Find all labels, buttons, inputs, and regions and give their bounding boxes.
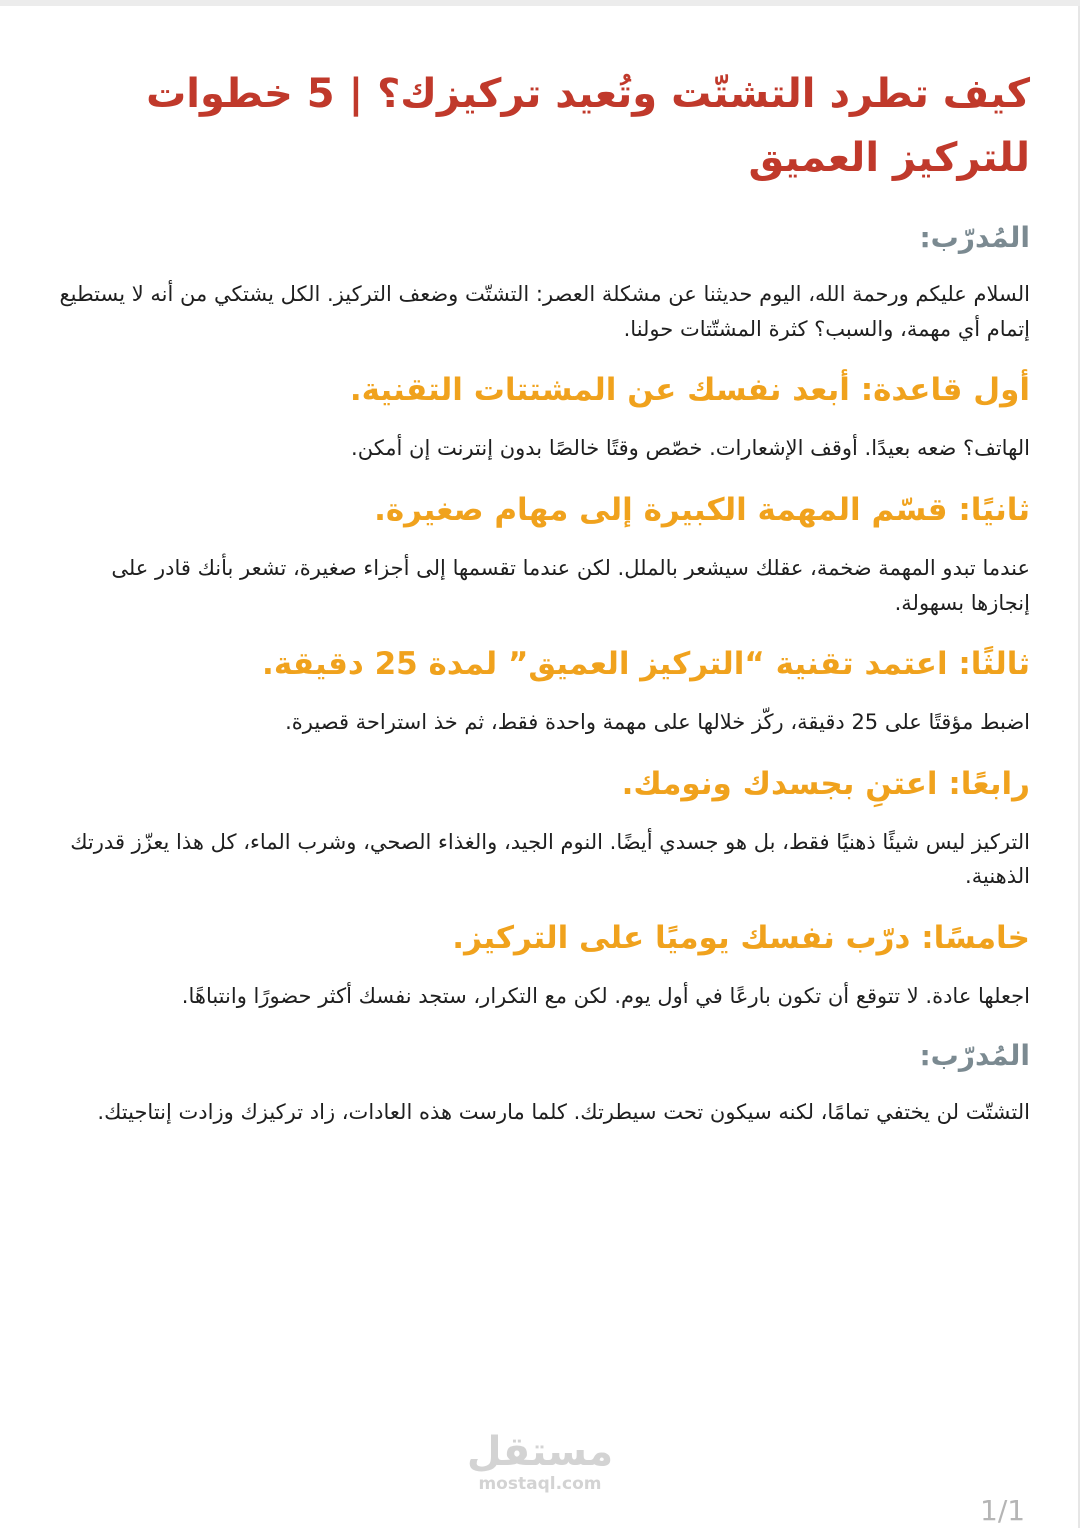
viewer-top-bar <box>0 0 1080 6</box>
step-5-heading: خامسًا: درّب نفسك يوميًا على التركيز. <box>452 920 1030 957</box>
page-number-indicator: 1/1 <box>980 1494 1026 1527</box>
step-5-body: اجعلها عادة. لا تتوقع أن تكون بارعًا في أول يوم. لكن مع التكرار، ستجد نفسك أكثر حضورًا وانتباهًا. <box>181 984 1030 1008</box>
step-1-body: الهاتف؟ ضعه بعيدًا. أوقف الإشعارات. خصّص وقتًا خالصًا بدون إنترنت إن أمكن. <box>351 436 1030 461</box>
document-page <box>48 62 1030 1151</box>
step-1-heading: أول قاعدة: أبعد نفسك عن المشتتات التقنية. <box>349 372 1030 409</box>
step-2-heading: ثانيًا: قسّم المهمة الكبيرة إلى مهام صغيرة. <box>374 492 1030 529</box>
step-4-heading: رابعًا: اعتنِ بجسدك ونومك. <box>621 765 1030 802</box>
watermark-latin-text: mostaql.com <box>478 1474 602 1494</box>
mostaql-watermark <box>440 1430 640 1494</box>
step-3-heading: ثالثًا: اعتمد تقنية “التركيز العميق” لمدة 25 دقيقة. <box>262 646 1030 683</box>
speaker-label-intro: المُدرّب: <box>919 221 1030 254</box>
speaker-label-outro: المُدرّب: <box>919 1038 1030 1072</box>
outro-paragraph: التشتّت لن يختفي تمامًا، لكنه سيكون تحت سيطرتك. كلما مارست هذه العادات، زاد تركيزك وزادت إنتاجيتك. <box>97 1099 1030 1124</box>
step-3-body: اضبط مؤقتًا على 25 دقيقة، ركّز خلالها على مهمة واحدة فقط، ثم خذ استراحة قصيرة. <box>285 710 1030 735</box>
step-4-body: التركيز ليس شيئًا ذهنيًا فقط، بل هو جسدي أيضًا. النوم الجيد، والغذاء الصحي، وشرب الماء، كل هذا يعزّز قدرتك الذهنية. <box>70 829 1030 889</box>
document-title: كيف تطرد التشتّت وتُعيد تركيزك؟ | 5 خطوات للتركيز العميق <box>146 71 1030 181</box>
step-2-body: عندما تبدو المهمة ضخمة، عقلك سيشعر بالملل. لكن عندما تقسمها إلى أجزاء صغيرة، تشعر بأنك قادر على إنجازها بسهولة. <box>111 555 1030 615</box>
watermark-arabic-text: مستقل <box>466 1429 614 1475</box>
intro-paragraph: السلام عليكم ورحمة الله، اليوم حديثنا عن مشكلة العصر: التشتّت وضعف التركيز. الكل يشتكي من أنه لا يستطيع إتمام أي مهمة، والسبب؟ كثرة المشتّتات حولنا. <box>59 282 1030 341</box>
